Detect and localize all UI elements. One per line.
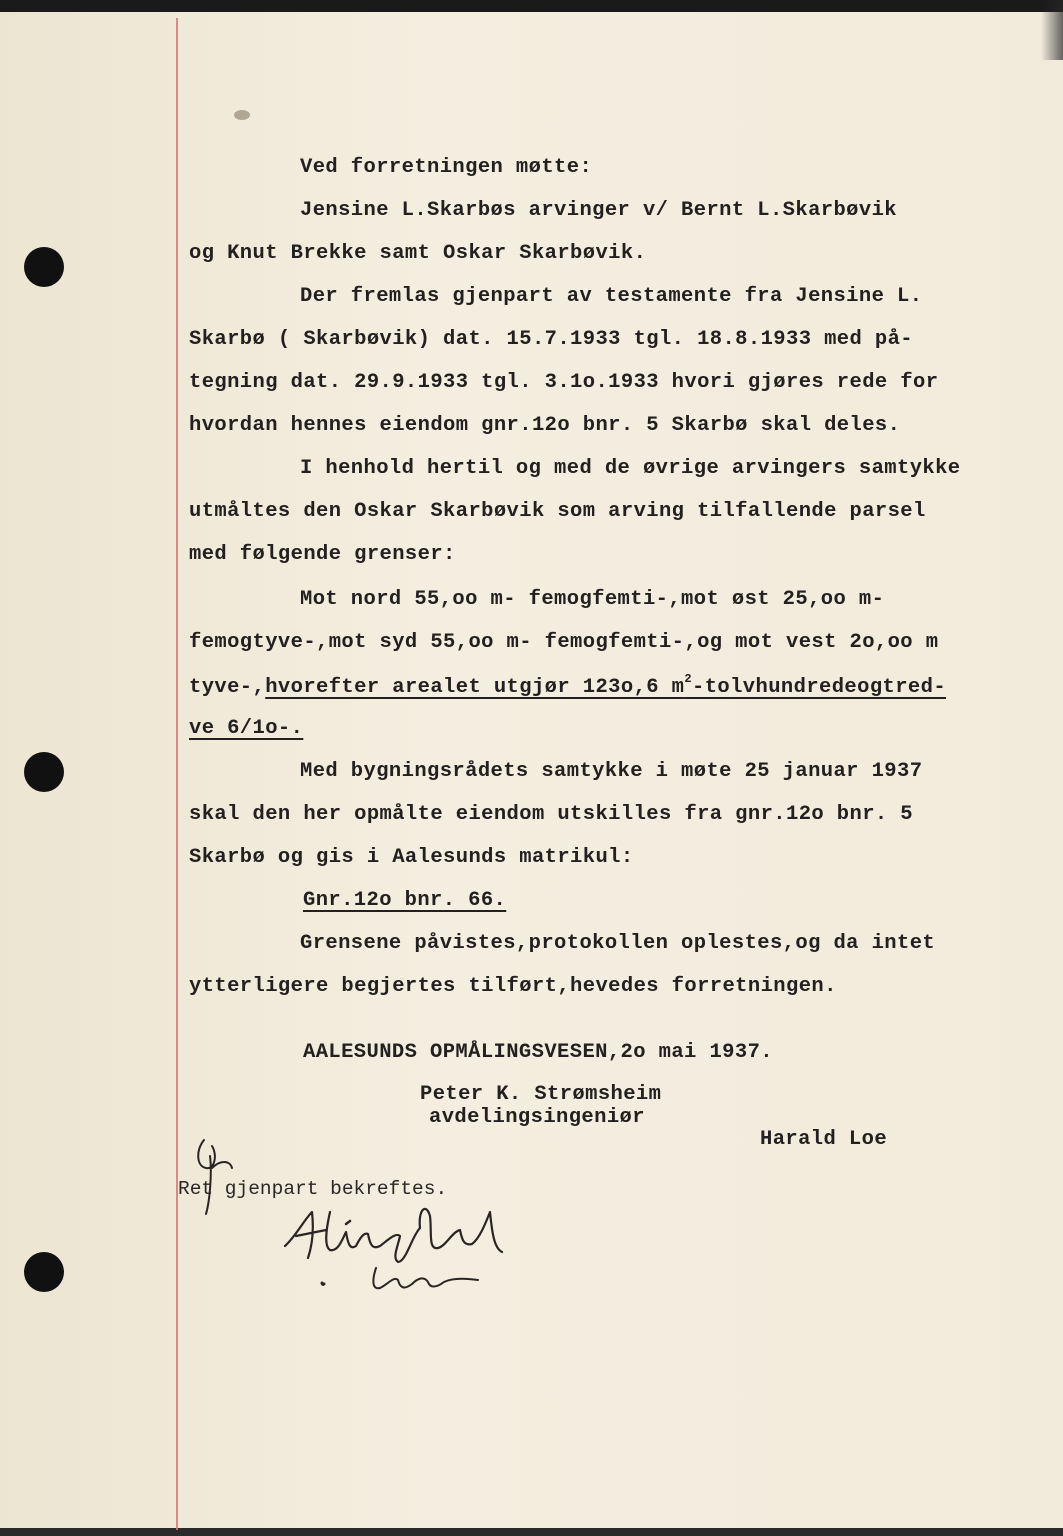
paragraph-line: femogtyve-,mot syd 55,oo m- femogfemti-,og mot vest 2o,oo m (189, 631, 939, 654)
paragraph-line: Skarbø ( Skarbøvik) dat. 15.7.1933 tgl. 18.8.1933 med på- (189, 328, 914, 351)
paragraph-line: I henhold hertil og med de øvrige arvingers samtykke (300, 457, 961, 480)
paragraph-line: utmåltes den Oskar Skarbøvik som arving tilfallende parsel (189, 500, 926, 523)
attendees-line: Jensine L.Skarbøs arvinger v/ Bernt L.Skarbøvik (300, 199, 897, 222)
signer-name: Harald Loe (760, 1128, 888, 1151)
paragraph-line: tegning dat. 29.9.1933 tgl. 3.1o.1933 hvori gjøres rede for (189, 371, 939, 394)
paragraph-line: Skarbø og gis i Aalesunds matrikul: (189, 846, 634, 869)
paragraph-line: Grensene påvistes,protokollen oplestes,og da intet (300, 932, 936, 955)
signer-name: Peter K. Strømsheim (420, 1083, 662, 1106)
paragraph-line: Mot nord 55,oo m- femogfemti-,mot øst 25,oo m- (300, 588, 885, 611)
paragraph-line: hvordan hennes eiendom gnr.12o bnr. 5 Skarbø skal deles. (189, 414, 901, 437)
paragraph-line: Der fremlas gjenpart av testamente fra Jensine L. (300, 285, 923, 308)
attendees-line: og Knut Brekke samt Oskar Skarbøvik. (189, 242, 647, 265)
place-date: AALESUNDS OPMÅLINGSVESEN,2o mai 1937. (303, 1041, 773, 1064)
signer-title: avdelingsingeniør (429, 1106, 645, 1129)
paragraph-line: med følgende grenser: (189, 543, 456, 566)
confirmation-text: Ret gjenpart bekreftes. (178, 1178, 448, 1200)
area-prefix: tyve-, (189, 675, 266, 699)
heading: Ved forretningen møtte: (300, 156, 593, 179)
matrikkel-number: Gnr.12o bnr. 66. (303, 889, 507, 912)
area-statement: hvorefter arealet utgjør 123o,6 $m^2-tolvhundredeogtred-$ (265, 672, 947, 699)
area-unit-superscript: 2 (684, 672, 692, 686)
area-line-end: ve 6/1o-. (189, 717, 304, 740)
paragraph-line: ytterligere begjertes tilført,hevedes forretningen. (189, 975, 837, 998)
paragraph-line: skal den her opmålte eiendom utskilles fra gnr.12o bnr. 5 (189, 803, 914, 826)
paragraph-line: Med bygningsrådets samtykke i møte 25 januar 1937 (300, 760, 923, 783)
